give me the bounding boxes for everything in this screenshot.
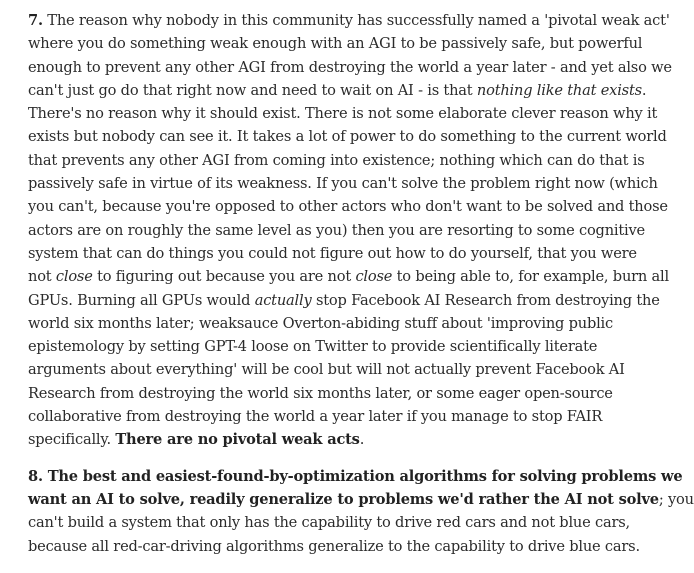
p7-line-19-end: . bbox=[359, 431, 365, 449]
p7-line-1-text: The reason why nobody in this community has successfully named a 'pivotal weak act' bbox=[47, 12, 670, 29]
p7-line-12-emphasis-1: close bbox=[55, 268, 93, 286]
p7-line-13-a: GPUs. Burning all GPUs would bbox=[28, 291, 255, 309]
p7-line-4-text: can't just go do that right now and need to wait on AI - is that bbox=[28, 81, 477, 99]
p8-line-2-bold: want an AI to solve, readily generalize to problems we'd rather the AI not solve bbox=[28, 490, 659, 508]
p7-line-4 bbox=[28, 79, 658, 102]
p7-line-1 bbox=[28, 9, 670, 32]
p7-line-4-emphasis: nothing like that exists bbox=[476, 81, 642, 99]
paragraph-8 bbox=[28, 465, 694, 558]
p7-line-12-emphasis-2: close bbox=[355, 268, 393, 286]
p7-line-12-b: to figuring out because you are not bbox=[92, 268, 356, 286]
p7-line-7: that prevents any other AGI from coming into existence; nothing which can do that is bbox=[28, 151, 645, 169]
p7-line-19 bbox=[28, 428, 658, 451]
p8-number: 8. bbox=[28, 467, 43, 485]
p7-line-19-a: specifically. bbox=[28, 431, 116, 449]
p7-line-11: system that can do things you could not figure out how to do yourself, that you were bbox=[28, 244, 637, 262]
p7-line-13-b: stop Facebook AI Research from destroying the bbox=[311, 291, 660, 309]
p7-line-9: you can't, because you're opposed to other actors who don't want to be solved and those bbox=[28, 198, 668, 216]
p7-line-13 bbox=[28, 289, 658, 312]
p7-conclusion-bold: There are no pivotal weak acts bbox=[115, 431, 360, 449]
p8-line-3: can't build a system that only has the capability to drive red cars and not blue cars, bbox=[28, 514, 630, 532]
p7-line-17: Research from destroying the world six months later, or some eager open-source bbox=[28, 384, 613, 402]
p7-line-18: collaborative from destroying the world a year later if you manage to stop FAIR bbox=[28, 408, 603, 426]
paragraph-7 bbox=[28, 9, 672, 452]
p7-line-10: actors are on roughly the same level as you) then you are resorting to some cognitive bbox=[28, 221, 645, 239]
p7-line-4-end: . bbox=[641, 81, 647, 99]
p7-line-16: arguments about everything' will be cool but will not actually prevent Facebook AI bbox=[28, 361, 625, 379]
p7-line-12-a: not bbox=[28, 268, 56, 286]
p8-line-4: because all red-car-driving algorithms generalize to the capability to drive blue cars. bbox=[28, 537, 640, 555]
p7-line-13-emphasis: actually bbox=[254, 291, 312, 309]
p7-line-12 bbox=[28, 265, 669, 288]
document-body bbox=[28, 9, 694, 558]
p7-line-3: enough to prevent any other AGI from destroying the world a year later - and yet also we bbox=[28, 58, 672, 76]
p7-number: 7. bbox=[28, 12, 43, 29]
p8-line-1 bbox=[28, 465, 683, 488]
p8-line-1-bold: The best and easiest-found-by-optimization algorithms for solving problems we bbox=[47, 467, 683, 485]
p7-line-5: There's no reason why it should exist. There is not some elaborate clever reason why it bbox=[28, 105, 658, 123]
p8-line-2-rest: ; you bbox=[658, 490, 694, 508]
p7-line-8: passively safe in virtue of its weakness. If you can't solve the problem right now (which bbox=[28, 175, 658, 193]
p7-line-12-c: to being able to, for example, burn all bbox=[392, 268, 669, 286]
p7-line-2: where you do something weak enough with an AGI to be passively safe, but powerful bbox=[28, 35, 643, 53]
p7-line-6: exists but nobody can see it. It takes a lot of power to do something to the current world bbox=[28, 128, 667, 146]
p8-line-2 bbox=[28, 488, 694, 511]
p7-line-15: epistemology by setting GPT-4 loose on Twitter to provide scientifically literate bbox=[28, 338, 598, 356]
p7-line-14: world six months later; weaksauce Overton-abiding stuff about 'improving public bbox=[28, 314, 613, 332]
